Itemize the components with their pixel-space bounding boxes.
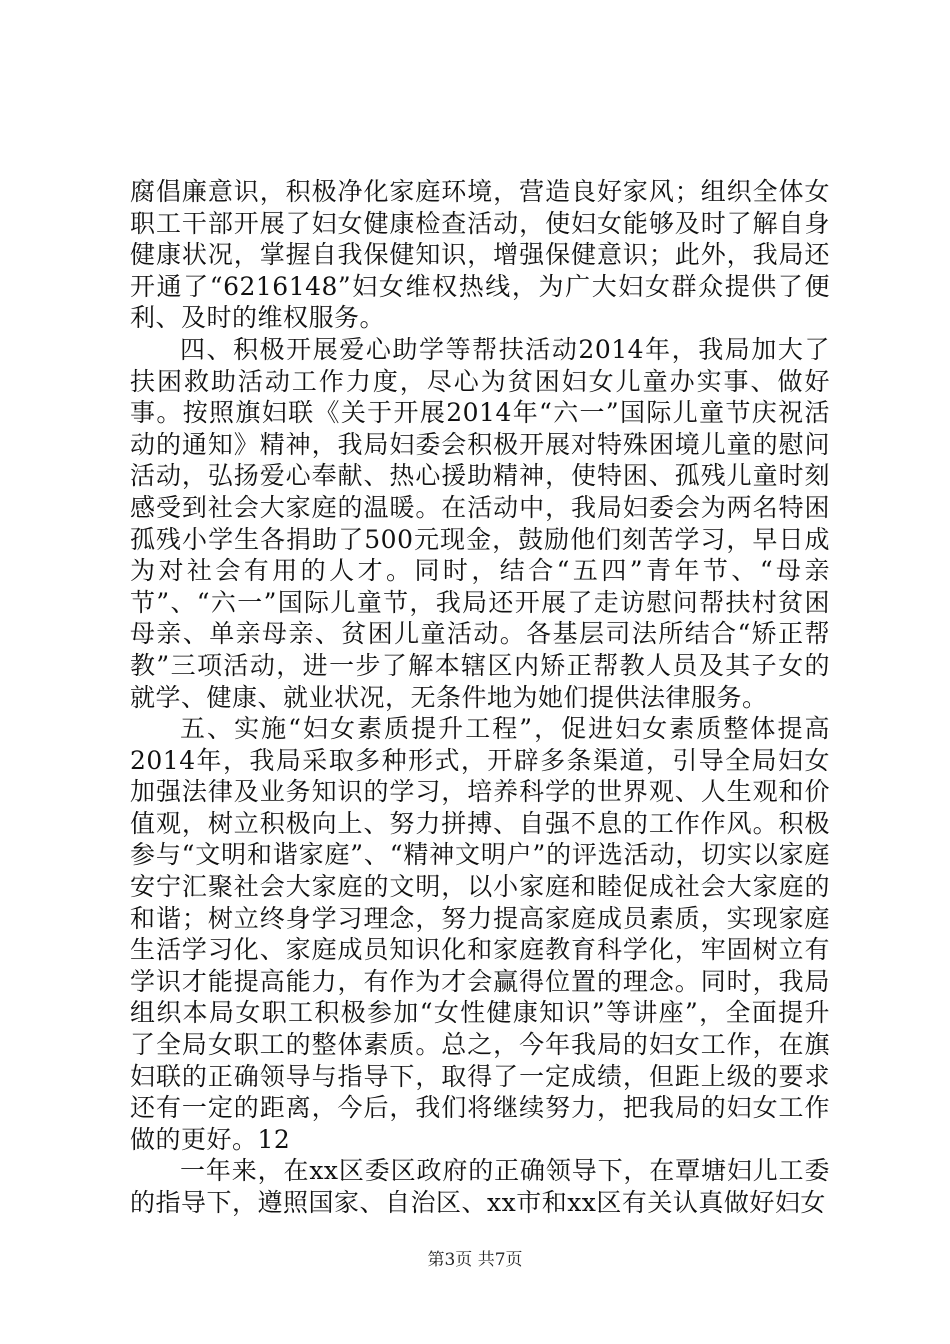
document-body xyxy=(130,176,830,1219)
page-number-footer: 第3页 共7页 xyxy=(427,1250,523,1270)
paragraph-2: 四、积极开展爱心助学等帮扶活动2014年，我局加大了扶困救助活动工作力度，尽心为贫困妇女儿童办实事、做好事。按照旗妇联《关于开展2014年“六一”国际儿童节庆祝活动的通知》精神，我局妇委会积极开展对特殊困境儿童的慰问活动，弘扬爱心奉献、热心援助精神，使特困、孤残儿童时刻感受到社会大家庭的温暖。在活动中，我局妇委会为两名特困孤残小学生各捐助了500元现金，鼓励他们刻苦学习，早日成为对社会有用的人才。同时，结合“五四”青年节、“母亲节”、“六一”国际儿童节，我局还开展了走访慰问帮扶村贫困母亲、单亲母亲、贫困儿童活动。各基层司法所结合“矫正帮教”三项活动，进一步了解本辖区内矫正帮教人员及其子女的就学、健康、就业状况，无条件地为她们提供法律服务。 xyxy=(130,334,830,712)
paragraph-1: 腐倡廉意识，积极净化家庭环境，营造良好家风；组织全体女职工干部开展了妇女健康检查活动，使妇女能够及时了解自身健康状况，掌握自我保健知识，增强保健意识；此外，我局还开通了“6216148”妇女维权热线，为广大妇女群众提供了便利、及时的维权服务。 xyxy=(130,177,830,333)
paragraph-4: 一年来，在xx区委区政府的正确领导下，在覃塘妇儿工委的指导下，遵照国家、自治区、xx市和xx区有关认真做好妇女 xyxy=(130,1156,830,1217)
paragraph-3: 五、实施“妇女素质提升工程”，促进妇女素质整体提高2014年，我局采取多种形式，开辟多条渠道，引导全局妇女加强法律及业务知识的学习，培养科学的世界观、人生观和价值观，树立积极向上、努力拼搏、自强不息的工作作风。积极参与“文明和谐家庭”、“精神文明户”的评选活动，切实以家庭安宁汇聚社会大家庭的文明，以小家庭和睦促成社会大家庭的和谐；树立终身学习理念，努力提高家庭成员素质，实现家庭生活学习化、家庭成员知识化和家庭教育科学化，牢固树立有学识才能提高能力，有作为才会赢得位置的理念。同时，我局组织本局女职工积极参加“女性健康知识”等讲座”，全面提升了全局女职工的整体素质。总之，今年我局的妇女工作，在旗妇联的正确领导与指导下，取得了一定成绩，但距上级的要求还有一定的距离，今后，我们将继续努力，把我局的妇女工作做的更好。12 xyxy=(130,714,830,1154)
